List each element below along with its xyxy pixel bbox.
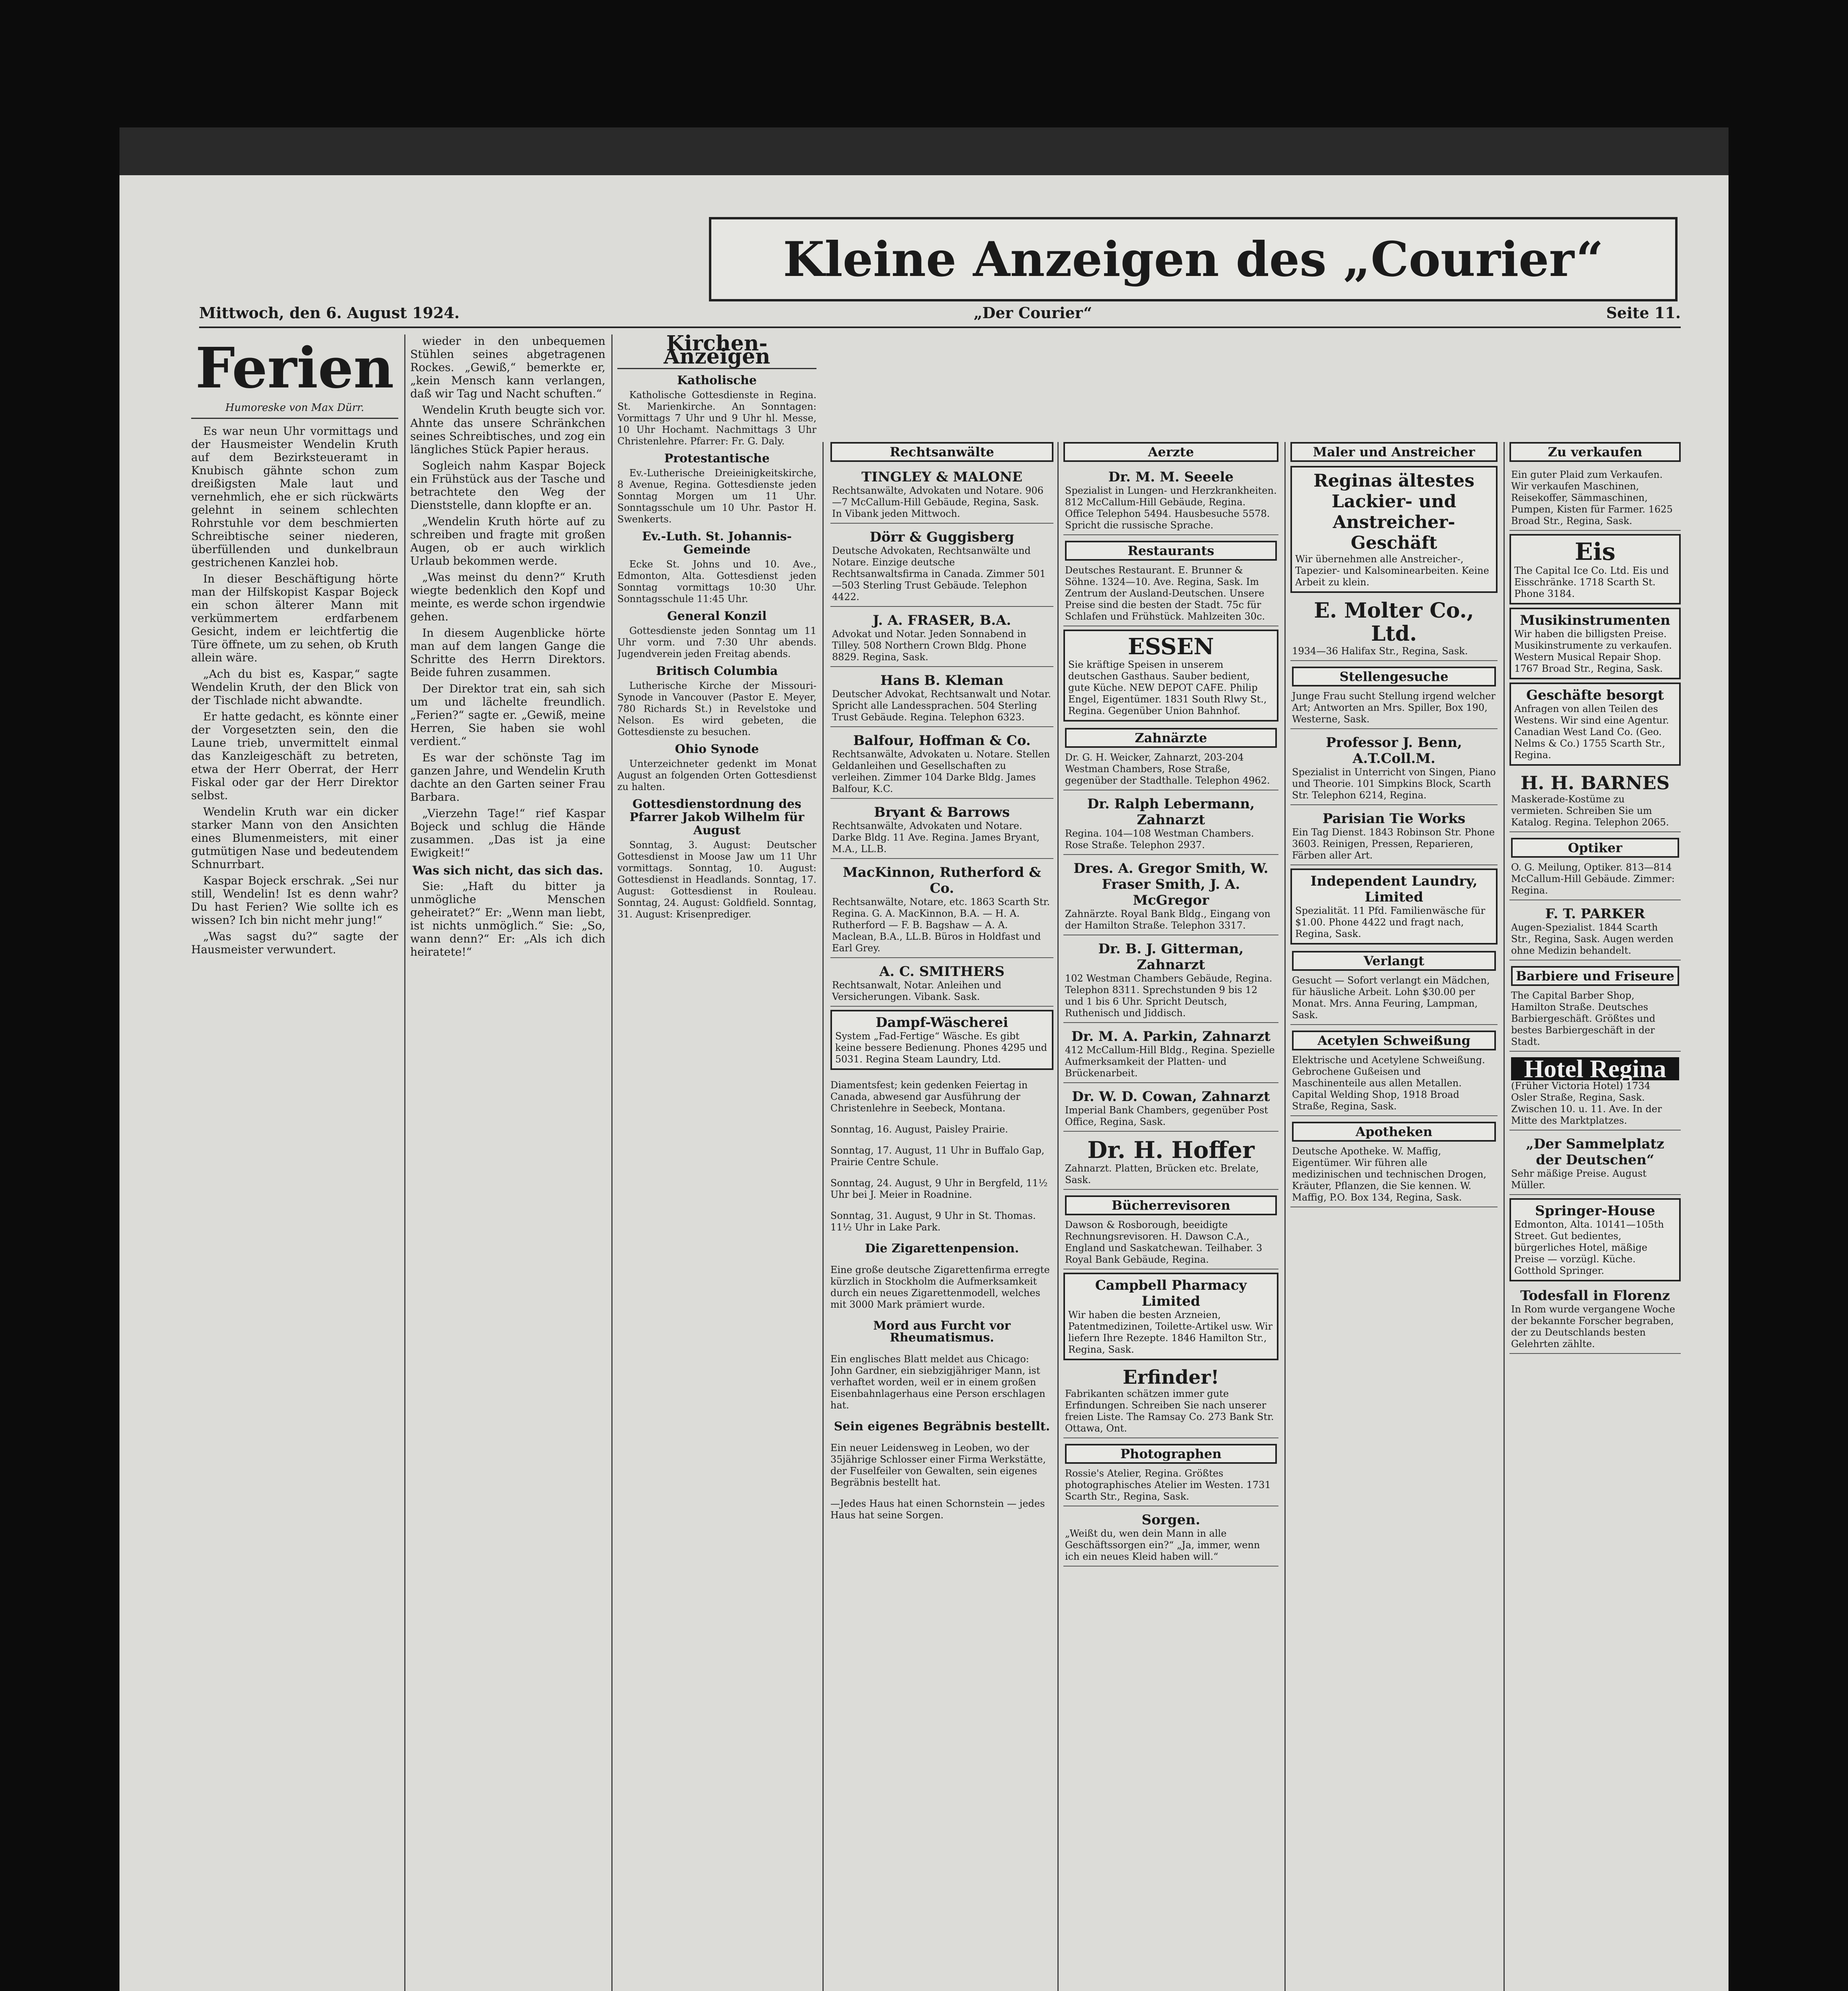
column-rule [404,334,405,1991]
church-section-name: Katholische [677,374,757,387]
ad-text: Deutsches Restaurant. E. Brunner & Söhne. 1324—10. Ave. Regina, Sask. Im Zentrum der Ausland-Deutschen. Unsere Preise sind die besten der Stadt. 75c für Schlafen und Frühstück. Mahlzeiten 30c. [1065,565,1265,622]
ad-name: Reginas ältestes Lackier- und Anstreicher-Geschäft [1313,471,1475,553]
story-paragraph: wieder in den unbequemen Stühlen seines abgetragenen Rockes. „Gewiß,“ bemerkte er, „kein Mensch kann verlangen, daß wir Tag und Nacht schuften.“ [410,334,605,400]
ad-text: Rechtsanwälte, Advokaten und Notare. Darke Bldg. 11 Ave. Regina. James Bryant, M.A., LL.B. [832,820,1040,855]
story-paragraph: Kaspar Bojeck erschrak. „Sei nur still, Wendelin! Ist es denn wahr? Du hast Ferien? Wie sollte ich es wissen? Ich bin nicht mehr jung!“ [191,874,398,927]
ad-name: Dr. H. Hoffer [1087,1136,1255,1164]
ad-name: MacKinnon, Rutherford & Co. [843,864,1041,896]
news-text: Sonntag, 24. August, 9 Uhr in Bergfeld, 11½ Uhr bei J. Meier in Roadnine. [830,1177,1048,1200]
ad-name: Apotheken [1292,1122,1496,1142]
ad-name: Eis [1574,538,1616,566]
ad-text: O. G. Meilung, Optiker. 813—814 McCallum-Hill Gebäude. Zimmer: Regina. [1511,862,1675,896]
story-paragraph: Der Direktor trat ein, sah sich um und lächelte freundlich. „Ferien?“ sagte er. „Gewiß, meine Herren, Sie haben sie wohl verdient.“ [410,682,605,748]
ad-text: Sie kräftige Speisen in unserem deutschen Gasthaus. Sauber bedient, gute Küche. NEW DEPOT CAFE. Philip Engel, Eigentümer. 1831 South Rlwy St., Regina. Gegenüber Union Bahnhof. [1068,659,1267,716]
ad-name: Dr. B. J. Gitterman, Zahnarzt [1098,941,1244,973]
ad-name: TINGLEY & MALONE [861,469,1023,485]
news-text: Sonntag, 16. August, Paisley Prairie. [830,1124,1008,1135]
ad-text: Dawson & Rosborough, beeidigte Rechnungsrevisoren. H. Dawson C.A., England und Saskatchewan. Teilhaber. 3 Royal Bank Gebäude, Regina. [1065,1219,1263,1265]
ad-text: Spezialist in Unterricht von Singen, Piano und Theorie. 101 Simpkins Block, Scarth Str. Telephon 6214, Regina. [1292,767,1496,801]
ad-name: Erfinder! [1122,1366,1220,1389]
article-title: Mord aus Furcht vor Rheumatismus. [873,1319,1011,1345]
ad-name: H. H. BARNES [1520,772,1670,794]
ad-text: The Capital Barber Shop, Hamilton Straße. Deutsches Barbiergeschäft. Größtes und bestes Barbiergeschäft in der Stadt. [1511,990,1656,1047]
joke-text: Sie: „Haft du bitter ja unmögliche Menschen geheiratet?“ Er: „Wenn man liebt, ist nichts unmöglich.“ Sie: „So, wann denn?“ Er: „Als ich dich heiratete!“ [410,880,605,958]
story-paragraph: Es war neun Uhr vormittags und der Hausmeister Wendelin Kruth auf dem Bezirksteueramt in Knubisch gähnte schon zum dreißigsten Male laut und vernehmlich, ehe er sich rückwärts gelehnt in seinem schlechten Rohrstuhle vor dem beschmierten Schreibtische seiner niederen, überfüllenden und dunkelbraun gestrichenen Kanzlei hob. [191,424,398,569]
ad-name: Verlangt [1292,951,1496,971]
ad-text: Fabrikanten schätzen immer gute Erfindungen. Schreiben Sie nach unserer freien Liste. The Ramsay Co. 273 Bank Str. Ottawa, Ont. [1065,1388,1274,1434]
church-title: Kirchen-Anzeigen [664,334,770,369]
ad-name: Dr. M. A. Parkin, Zahnarzt [1071,1029,1271,1044]
newspaper-page [119,127,1729,1991]
church-section-text: Unterzeichneter gedenkt im Monat August an folgenden Orten Gottesdienst zu halten. [617,758,816,792]
church-section-text: Lutherische Kirche der Missouri-Synode in Vancouver (Pastor E. Meyer, 780 Richards St.) in Revelstoke und Nelson. Es wird gebeten, die Gottesdienste zu besuchen. [617,680,816,737]
ad-text: Wir haben die billigsten Preise. Musikinstrumente zu verkaufen. Western Musical Repair Shop. 1767 Broad Str., Regina, Sask. [1514,628,1672,674]
ad-column-head: Rechtsanwälte [830,442,1053,462]
column-rule [1284,442,1286,1991]
church-section-text: Gottesdienste jeden Sonntag um 11 Uhr vorm. und 7:30 Uhr abends. Jugendverein jeden Freitag abends. [617,625,816,659]
article-title: Die Zigarettenpension. [865,1242,1019,1256]
article-text: Ein englisches Blatt meldet aus Chicago: John Gardner, ein siebzigjähriger Mann, ist verhaftet worden, weil er in einem großen Eisenbahnlagerhaus eine Person erschlagen hat. [830,1353,1045,1411]
ad-text: Ein guter Plaid zum Verkaufen. Wir verkaufen Maschinen, Reisekoffer, Sämmaschinen, Pumpen, Kisten für Farmer. 1625 Broad Str., Regina, Sask. [1511,469,1673,526]
ad-text: Regina. 104—108 Westman Chambers. Rose Straße. Telephon 2937. [1065,828,1254,851]
story-paragraph: „Ach du bist es, Kaspar,“ sagte Wendelin Kruth, der den Blick von der Tischlade nicht abwandte. [191,667,398,707]
header-paper-name: „Der Courier“ [973,303,1092,322]
ad-text: Spezialist in Lungen- und Herzkrankheiten. 812 McCallum-Hill Gebäude, Regina. Office Telephon 5494. Hausbesuche 5578. Spricht die russische Sprache. [1065,485,1277,531]
ad-name: „Der Sammelplatz der Deutschen“ [1526,1136,1664,1168]
story-continuation-column [410,334,605,1991]
church-section-name: Ev.-Luth. St. Johannis-Gemeinde [642,530,792,557]
ad-text: Rechtsanwälte, Notare, etc. 1863 Scarth Str. Regina. G. A. MacKinnon, B.A. — H. A. Rutherford — F. B. Bagshaw — A. A. Maclean, B.A., LL.B. Büros in Holdfast und Earl Grey. [832,896,1050,954]
ad-name: Optiker [1511,838,1679,858]
ad-name: Hotel Regina [1511,1057,1679,1080]
ad-column-for-sale [1509,442,1681,1991]
story-paragraph: In diesem Augenblicke hörte man auf dem langen Gange die Schritte des Herrn Direktors. Beide fuhren zusammen. [410,626,605,679]
ad-text: Zahnärzte. Royal Bank Bldg., Eingang von der Hamilton Straße. Telephon 3317. [1065,908,1270,931]
header-date: Mittwoch, den 6. August 1924. [199,303,460,322]
ad-text: Edmonton, Alta. 10141—105th Street. Gut bedientes, bürgerliches Hotel, mäßige Preise — vorzügl. Küche. Gotthold Springer. [1514,1219,1664,1276]
ad-text: Elektrische und Acetylene Schweißung. Gebrochene Gußeisen und Maschinenteile aus allen Metallen. Capital Welding Shop, 1918 Broad Straße, Regina, Sask. [1292,1054,1485,1112]
ad-column-painters [1290,442,1498,1991]
ad-text: Wir übernehmen alle Anstreicher-, Tapezier- und Kalsominearbeiten. Keine Arbeit zu klein. [1295,553,1489,588]
ad-name: Campbell Pharmacy Limited [1095,1277,1247,1309]
story-paragraph: „Was meinst du denn?“ Kruth wiegte bedenklich den Kopf und meinte, es werde schon irgendwie gehen. [410,571,605,623]
ad-name: J. A. FRASER, B.A. [873,612,1011,628]
ad-name: F. T. PARKER [1545,906,1645,922]
ad-name: Stellengesuche [1292,667,1496,686]
ad-text: Junge Frau sucht Stellung irgend welcher Art; Antworten an Mrs. Spiller, Box 190, Westerne, Sask. [1292,690,1496,725]
ad-name: Dampf-Wäscherei [875,1015,1008,1031]
church-column [617,334,816,1991]
ad-name: Dres. A. Gregor Smith, W. Fraser Smith, J. A. McGregor [1073,861,1269,908]
story-paragraph: Er hatte gedacht, es könnte einer der Vorgesetzten sein, den die Laune trieb, unvermittelt einmal das Kanzleigeschäft zu betreten, etwa der Herr Oberrat, der Herr Fiskal oder gar der Herr Direktor selbst. [191,710,398,802]
article-text: Ein neuer Leidensweg in Leoben, wo der 35jährige Schlosser einer Firma Werkstätte, der Fuselfeiler von Gewalten, sein eigenes Begräbnis bestellt hat. [830,1442,1046,1488]
ad-text: 1934—36 Halifax Str., Regina, Sask. [1292,645,1468,657]
page-header [199,299,1681,328]
ad-name: Dr. W. D. Cowan, Zahnarzt [1072,1089,1270,1105]
ad-text: Augen-Spezialist. 1844 Scarth Str., Regina, Sask. Augen werden ohne Medizin behandelt. [1511,922,1674,956]
ad-text: Zahnarzt. Platten, Brücken etc. Brelate, Sask. [1065,1163,1259,1185]
church-section-text: Katholische Gottesdienste in Regina. St. Marienkirche. An Sonntagen: Vormittags 7 Uhr und 9 Uhr hl. Messe, 10 Uhr Hochamt. Nachmittags 3 Uhr Christenlehre. Pfarrer: Fr. G. Daly. [617,389,816,447]
ad-text: The Capital Ice Co. Ltd. Eis und Eisschränke. 1718 Scarth St. Phone 3184. [1514,565,1669,599]
ad-text: Sehr mäßige Preise. August Müller. [1511,1168,1647,1191]
header-page-number: Seite 11. [1606,303,1681,322]
news-text: Diamentsfest; kein gedenken Feiertag in Canada, abwesend gar Ausführung der Christenlehre in Seebeck, Montana. [830,1080,1028,1114]
column-rule [1057,442,1059,1991]
story-paragraph: Es war der schönste Tag im ganzen Jahre, und Wendelin Kruth dachte an den Garten seiner Frau Barbara. [410,751,605,804]
church-section-name: Protestantische [664,452,770,465]
ad-name: A. C. SMITHERS [879,964,1005,980]
ad-text: Rechtsanwälte, Advokaten und Notare. 906—7 McCallum-Hill Gebäude, Regina, Sask. In Vibank jeden Mittwoch. [832,485,1044,519]
church-section-text: Ev.-Lutherische Dreieinigkeitskirche, 8 Avenue, Regina. Gottesdienste jeden Sonntag Morgen um 11 Uhr. Sonntagsschule um 10 Uhr. Pastor H. Swenkerts. [617,467,816,525]
story-title: Ferien [195,336,394,401]
ad-text: Rechtsanwalt, Notar. Anleihen und Versicherungen. Vibank. Sask. [832,980,1002,1002]
ad-name: Springer-House [1535,1203,1655,1219]
scan-border [119,127,1729,175]
ad-name: Parisian Tie Works [1322,811,1466,827]
ad-name: E. Molter Co., Ltd. [1314,598,1474,646]
column-rule [822,442,824,1991]
joke-title: Was sich nicht, das sich das. [412,864,603,878]
ad-name: Zahnärzte [1065,728,1277,748]
ad-text: 102 Westman Chambers Gebäude, Regina. Telephon 8311. Sprechstunden 9 bis 12 und 1 bis 6 Uhr. Spricht Deutsch, Ruthenisch und Jiddisch. [1065,973,1272,1019]
ad-name: Acetylen Schweißung [1292,1031,1496,1050]
ad-name: Dr. Ralph Lebermann, Zahnarzt [1087,796,1255,828]
ad-name: Dr. M. M. Seeele [1108,469,1234,485]
ad-text: Wir haben die besten Arzneien, Patentmedizinen, Toilette-Artikel usw. Wir liefern Ihre Rezepte. 1846 Hamilton Str., Regina, Sask. [1068,1309,1273,1355]
ad-text: Anfragen von allen Teilen des Westens. Wir sind eine Agentur. Canadian West Land Co. (Geo. Nelms & Co.) 1755 Scarth Str., Regina. [1514,703,1669,761]
news-text: Sonntag, 17. August, 11 Uhr in Buffalo Gap, Prairie Centre Schule. [830,1145,1045,1168]
ad-name: Balfour, Hoffman & Co. [853,733,1031,749]
story-paragraph: „Wendelin Kruth hörte auf zu schreiben und fragte mit großen Augen, ob er auch wirklich Urlaub bekommen werde. [410,515,605,567]
church-section-name: Gottesdienstordnung des Pfarrer Jakob Wilhelm für August [629,797,805,837]
ad-column-head: Aerzte [1063,442,1278,462]
ad-name: Todesfall in Florenz [1520,1288,1670,1304]
story-column [191,334,398,1991]
story-paragraph: Sogleich nahm Kaspar Bojeck ein Frühstück aus der Tasche und betrachtete den Weg der Dienststelle, dann klopfte er an. [410,459,605,512]
church-section-text: Sonntag, 3. August: Deutscher Gottesdienst in Moose Jaw um 11 Uhr vormittags. Sonntag, 10. August: Gottesdienst in Headlands. Sonntag, 17. August: Gottesdienst in Rouleau. Sonntag, 24. August: Goldfield. Sonntag, 31. August: Krisenprediger. [617,839,816,920]
article-title: Sein eigenes Begräbnis bestellt. [834,1420,1050,1434]
news-text: Sonntag, 31. August, 9 Uhr in St. Thomas. 11½ Uhr in Lake Park. [830,1210,1036,1233]
ad-name: Bryant & Barrows [874,804,1010,820]
article-note: —Jedes Haus hat einen Schornstein — jedes Haus hat seine Sorgen. [830,1498,1045,1521]
ad-text: Ein Tag Dienst. 1843 Robinson Str. Phone 3603. Reinigen, Pressen, Reparieren, Färben aller Art. [1292,827,1495,861]
story-paragraph: „Was sagst du?“ sagte der Hausmeister verwundert. [191,930,398,956]
ad-column-head: Zu verkaufen [1509,442,1681,462]
column-rule [611,334,613,1991]
story-paragraph: Wendelin Kruth war ein dicker starker Mann von den Ansichten eines Blumenmeisters, mit einer gutmütigen Nase und bedeutendem Schnurrbart. [191,805,398,871]
story-paragraph: Wendelin Kruth beugte sich vor. Ahnte das unsere Schränkchen seines Schreibtisches, und zog ein längliches Stück Papier heraus. [410,403,605,456]
story-paragraph: In dieser Beschäftigung hörte man der Hilfskopist Kaspar Bojeck ein schon älterer Mann mit verkümmertem erdfarbenem Gesicht, indem er leichtfertig die Türe öffnete, um zu sehen, ob Kruth allein wäre. [191,572,398,664]
ad-text: Spezialität. 11 Pfd. Familienwäsche für $1.00. Phone 4422 und fragt nach, Regina, Sask. [1295,905,1486,939]
ad-name: Bücherrevisoren [1065,1195,1277,1215]
ad-name: Professor J. Benn, A.T.Coll.M. [1326,735,1462,767]
ad-text: (Früher Victoria Hotel) 1734 Osler Straße, Regina, Sask. Zwischen 10. u. 11. Ave. In der Mitte des Marktplatzes. [1511,1080,1662,1126]
classifieds-banner: Kleine Anzeigen des „Courier“ [709,217,1678,301]
column-rule [1503,442,1505,1991]
ad-text: Deutscher Advokat, Rechtsanwalt und Notar. Spricht alle Landessprachen. 504 Sterling Trust Gebäude. Regina. Telephon 6323. [832,688,1051,723]
ad-text: Gesucht — Sofort verlangt ein Mädchen, für häusliche Arbeit. Lohn $30.00 per Monat. Mrs. Anna Feuring, Lampman, Sask. [1292,975,1490,1021]
ad-text: „Weißt du, wen dein Mann in alle Geschäftssorgen ein?“ „Ja, immer, wenn ich ein neues Kleid haben will.“ [1065,1528,1260,1562]
article-text: Eine große deutsche Zigarettenfirma erregte kürzlich in Stockholm die Aufmerksamkeit durch ein neues Zigarettenmodell, welches mit 3000 Mark prämiert wurde. [830,1264,1050,1310]
ad-text: Maskerade-Kostüme zu vermieten. Schreiben Sie um Katalog. Regina. Telephon 2065. [1511,794,1669,828]
ad-text: Rossie's Atelier, Regina. Größtes photographisches Atelier im Westen. 1731 Scarth Str., Regina, Sask. [1065,1468,1271,1502]
ad-name: ESSEN [1128,634,1214,660]
ad-name: Dörr & Guggisberg [869,529,1014,545]
ad-text: Deutsche Apotheke. W. Maffig, Eigentümer. Wir führen alle medizinischen und technischen Drogen, Kräuter, Pflanzen, die Sie kennen. W. Maffig, P.O. Box 134, Regina, Sask. [1292,1146,1487,1203]
ad-text: Imperial Bank Chambers, gegenüber Post Office, Regina, Sask. [1065,1105,1268,1127]
ad-column-lawyers [830,442,1053,1991]
ad-text: In Rom wurde vergangene Woche der bekannte Forscher begraben, der zu Deutschlands besten Gelehrten zählte. [1511,1304,1675,1349]
ad-name: Sorgen. [1141,1512,1200,1528]
ad-text: Rechtsanwälte, Advokaten u. Notare. Stellen Geldanleihen und Gesellschaften zu verleihen. Zimmer 104 Darke Bldg. James Balfour, K.C. [832,749,1050,794]
ad-name: Geschäfte besorgt [1526,687,1664,703]
ad-text: Advokat und Notar. Jeden Sonnabend in Tilley. 508 Northern Crown Bldg. Phone 8829. Regina, Sask. [832,628,1027,663]
ad-text: 412 McCallum-Hill Bldg., Regina. Spezielle Aufmerksamkeit der Platten- und Brückenarbeit. [1065,1044,1275,1079]
ad-text: System „Fad-Fertige“ Wäsche. Es gibt keine bessere Bedienung. Phones 4295 und 5031. Regina Steam Laundry, Ltd. [835,1031,1047,1065]
church-section-name: General Konzil [667,609,767,623]
ad-name: Photographen [1065,1444,1277,1464]
church-section-text: Ecke St. Johns und 10. Ave., Edmonton, Alta. Gottesdienst jeden Sonntag vormittags 10:30 Uhr. Sonntagsschule 11:45 Uhr. [617,559,816,604]
ad-name: Restaurants [1065,541,1277,561]
ad-text: Deutsche Advokaten, Rechtsanwälte und Notare. Einzige deutsche Rechtsanwaltsfirma in Canada. Zimmer 501—503 Sterling Trust Gebäude. Telephon 4422. [832,545,1046,602]
ad-name: Hans B. Kleman [880,673,1004,688]
ad-text: Dr. G. H. Weicker, Zahnarzt, 203-204 Westman Chambers, Rose Straße, gegenüber der Stadthalle. Telephon 4962. [1065,752,1270,786]
ad-name: Musikinstrumenten [1520,612,1670,628]
church-section-name: Britisch Columbia [656,664,778,678]
ad-name: Barbiere und Friseure [1511,966,1679,986]
ad-column-head: Maler und Anstreicher [1290,442,1498,462]
ad-name: Independent Laundry, Limited [1310,873,1478,905]
story-paragraph: „Vierzehn Tage!“ rief Kaspar Bojeck und schlug die Hände zusammen. „Das ist ja eine Ewigkeit!“ [410,807,605,859]
ad-column-doctors [1063,442,1278,1991]
church-section-name: Ohio Synode [675,742,759,756]
story-byline: Humoreske von Max Dürr. [191,401,398,419]
